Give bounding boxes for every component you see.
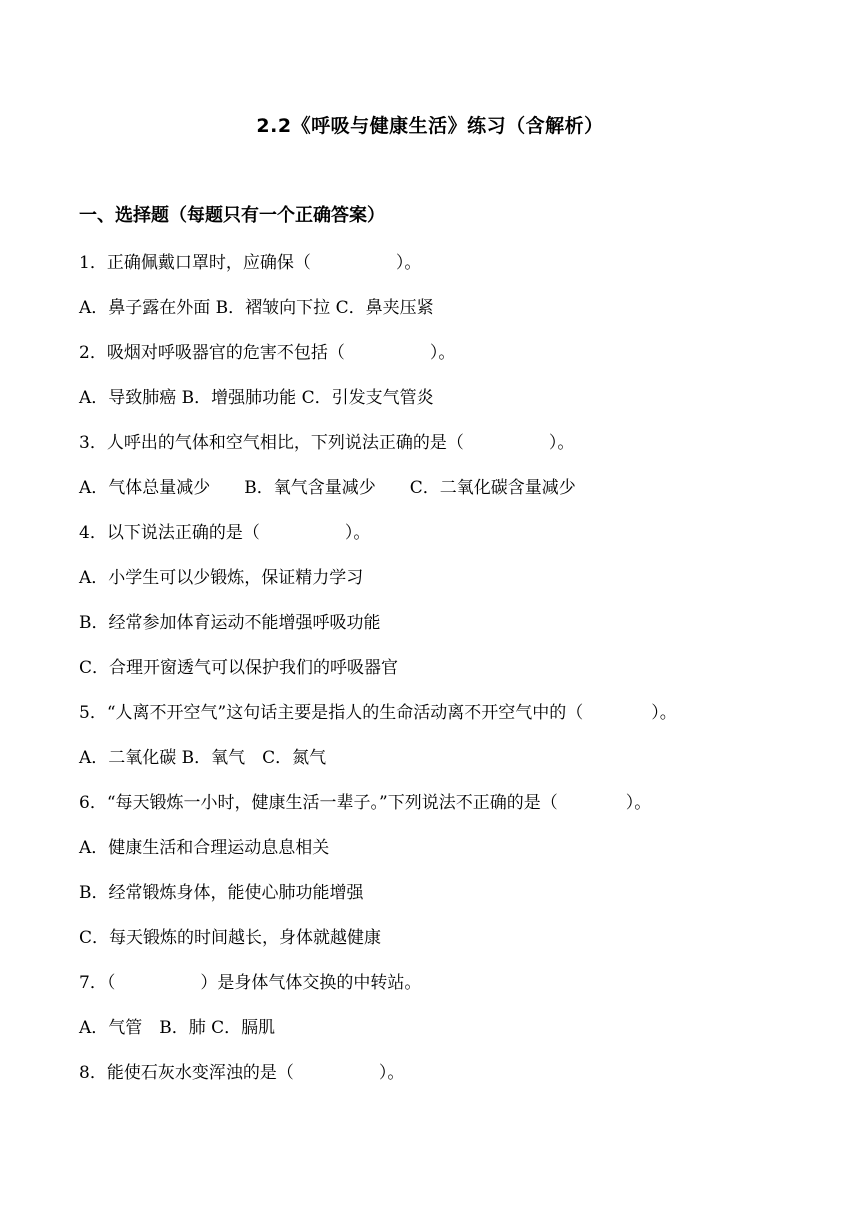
- question-4-option-a: A．小学生可以少锻炼，保证精力学习: [79, 568, 364, 588]
- question-6: 6．“每天锻炼一小时，健康生活一辈子。”下列说法不正确的是（ ）。: [79, 793, 652, 813]
- question-3-options: A．气体总量减少 B．氧气含量减少 C．二氧化碳含量减少: [79, 478, 576, 498]
- question-2-options: A．导致肺癌 B．增强肺功能 C．引发支气管炎: [79, 388, 434, 408]
- question-3: 3．人呼出的气体和空气相比，下列说法正确的是（ ）。: [79, 433, 575, 453]
- question-5: 5．“人离不开空气”这句话主要是指人的生命活动离不开空气中的（ ）。: [79, 703, 677, 723]
- question-4-option-b: B．经常参加体育运动不能增强呼吸功能: [79, 613, 381, 633]
- question-5-options: A．二氧化碳 B．氧气 C．氮气: [79, 748, 327, 768]
- question-7-options: A．气管 B．肺 C．膈肌: [79, 1018, 276, 1038]
- question-2: 2．吸烟对呼吸器官的危害不包括（ ）。: [79, 343, 456, 363]
- question-6-option-b: B．经常锻炼身体，能使心肺功能增强: [79, 883, 364, 903]
- document-title: 2.2《呼吸与健康生活》练习（含解析）: [256, 115, 604, 137]
- question-4: 4．以下说法正确的是（ ）。: [79, 523, 371, 543]
- question-1-options: A．鼻子露在外面 B．褶皱向下拉 C．鼻夹压紧: [79, 298, 434, 318]
- question-6-option-c: C．每天锻炼的时间越长，身体就越健康: [79, 928, 382, 948]
- question-1: 1．正确佩戴口罩时，应确保（ ）。: [79, 253, 422, 273]
- question-6-option-a: A．健康生活和合理运动息息相关: [79, 838, 330, 858]
- section-heading: 一、选择题（每题只有一个正确答案）: [79, 205, 385, 226]
- question-8: 8．能使石灰水变浑浊的是（ ）。: [79, 1063, 405, 1083]
- question-7: 7．（ ）是身体气体交换的中转站。: [79, 973, 422, 993]
- question-4-option-c: C．合理开窗透气可以保护我们的呼吸器官: [79, 658, 399, 678]
